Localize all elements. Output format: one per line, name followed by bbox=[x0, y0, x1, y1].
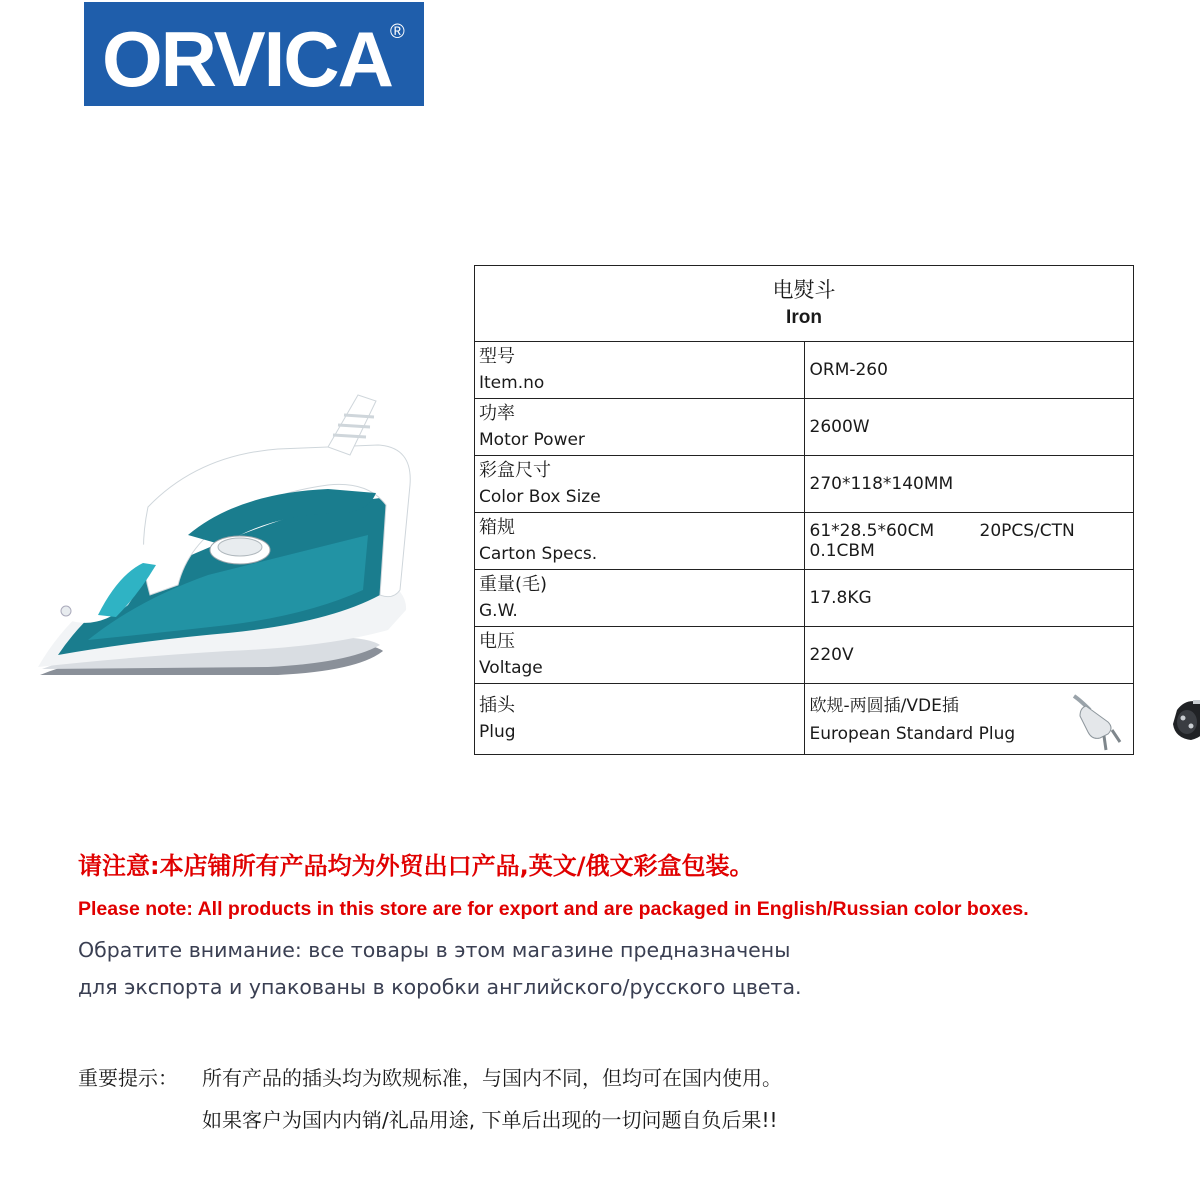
carton-value bbox=[804, 513, 1134, 570]
spec-row-motor-power bbox=[475, 399, 1134, 456]
carton-pcs: 20PCS/CTN bbox=[979, 521, 1075, 541]
tip-label: 重要提示： bbox=[78, 1066, 178, 1090]
notice-en: Please note: All products in this store are for export and are packaged in English/Russian color boxes. bbox=[78, 898, 1029, 920]
plug-value-en: European Standard Plug bbox=[809, 724, 1016, 744]
spec-label-cn: 功率 bbox=[479, 403, 515, 424]
product-title-cn: 电熨斗 bbox=[772, 277, 836, 302]
spec-row-plug bbox=[475, 684, 1134, 755]
notice-ru-line2: для экспорта и упакованы в коробки английского/русского цвета. bbox=[78, 975, 802, 999]
notice-cn: 请注意:本店铺所有产品均为外贸出口产品,英文/俄文彩盒包装。 bbox=[78, 852, 754, 880]
spec-row-carton-specs bbox=[475, 513, 1134, 570]
spec-label-cn: 插头 bbox=[479, 695, 515, 716]
spec-label-en: G.W. bbox=[479, 601, 518, 621]
schuko-vde-plug-icon bbox=[1167, 690, 1200, 750]
spec-value: 270*118*140MM bbox=[804, 456, 1134, 513]
spec-label-cn: 型号 bbox=[479, 346, 515, 367]
spec-label-en: Carton Specs. bbox=[479, 544, 598, 564]
notice-ru-line1: Обратите внимание: все товары в этом магазине предназначены bbox=[78, 938, 791, 962]
spec-value: 2600W bbox=[804, 399, 1134, 456]
carton-size: 61*28.5*60CM bbox=[809, 521, 935, 541]
spec-label-cn: 彩盒尺寸 bbox=[479, 460, 551, 481]
carton-volume: 0.1CBM bbox=[809, 541, 875, 561]
spec-row-voltage bbox=[475, 627, 1134, 684]
spec-label-en: Motor Power bbox=[479, 430, 585, 450]
spec-row-color-box-size bbox=[475, 456, 1134, 513]
plug-value-cell bbox=[804, 684, 1134, 755]
spec-label-en: Item.no bbox=[479, 373, 545, 393]
spec-row-item-no bbox=[475, 342, 1134, 399]
spec-value: 220V bbox=[804, 627, 1134, 684]
spec-label-cn: 重量(毛) bbox=[479, 574, 548, 595]
plug-value-cn: 欧规-两圆插/VDE插 bbox=[809, 696, 959, 716]
spec-value: ORM-260 bbox=[804, 342, 1134, 399]
tip-text1: 所有产品的插头均为欧规标准，与国内不同，但均可在国内使用。 bbox=[202, 1066, 782, 1090]
spec-table bbox=[474, 265, 1134, 755]
spec-row-gross-weight bbox=[475, 570, 1134, 627]
spec-value: 17.8KG bbox=[804, 570, 1134, 627]
registered-mark: ® bbox=[390, 21, 405, 43]
tip-line2: 如果客户为国内内销/礼品用途, 下单后出现的一切问题自负后果!! bbox=[202, 1108, 778, 1132]
tip-line1 bbox=[78, 1062, 782, 1091]
brand-logo bbox=[84, 2, 424, 106]
eu-two-pin-plug-icon bbox=[1070, 692, 1130, 752]
spec-title-cell bbox=[475, 266, 1134, 342]
spec-label-en: Plug bbox=[479, 722, 516, 742]
spec-label-cn: 电压 bbox=[479, 631, 515, 652]
product-title-en: Iron bbox=[786, 306, 822, 328]
spec-label-en: Voltage bbox=[479, 658, 543, 678]
logo-text: ORVICA bbox=[102, 15, 392, 103]
spec-label-cn: 箱规 bbox=[479, 517, 515, 538]
spec-label-en: Color Box Size bbox=[479, 487, 601, 507]
iron-product-image bbox=[28, 385, 428, 685]
